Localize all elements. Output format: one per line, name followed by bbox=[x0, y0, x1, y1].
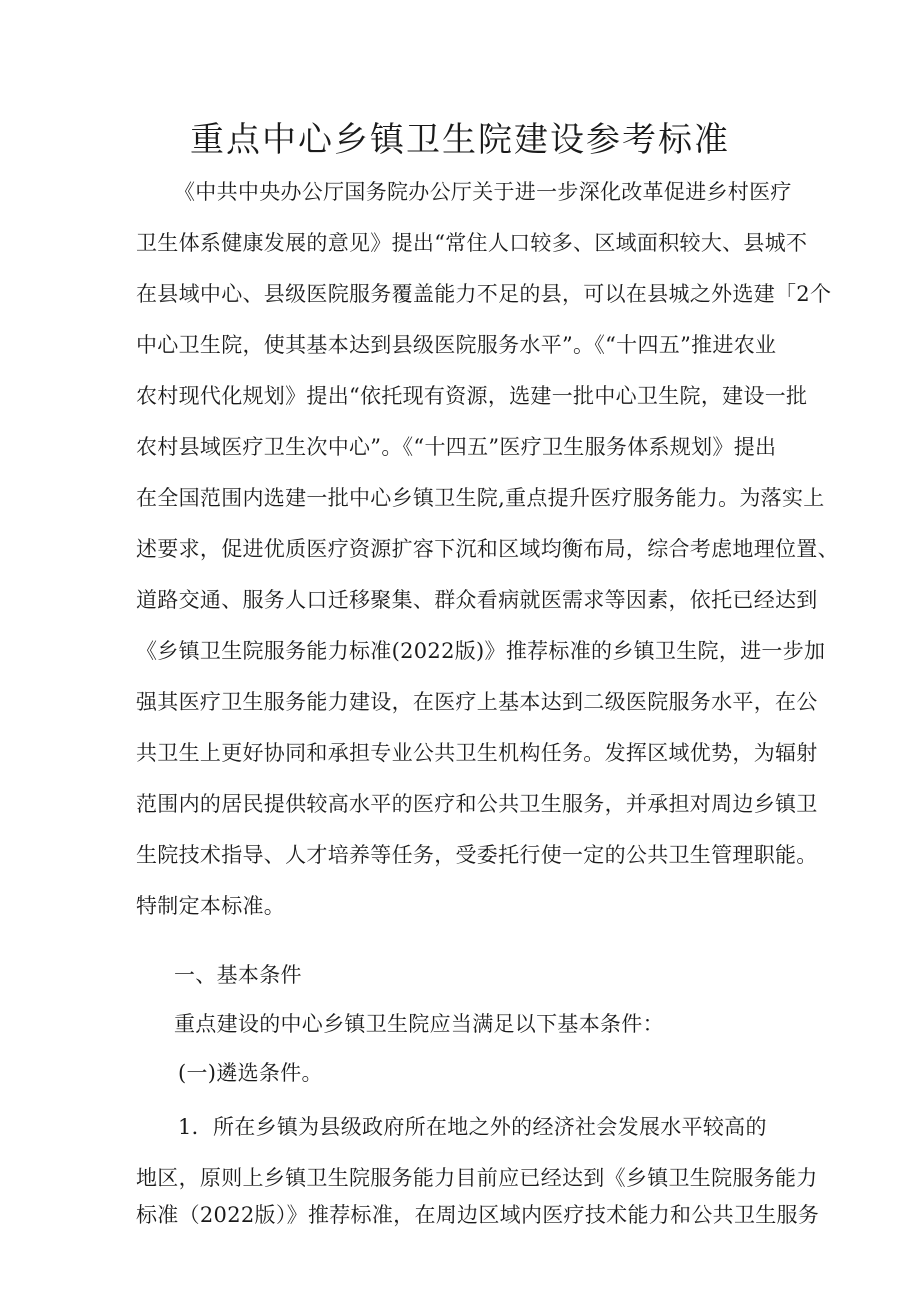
intro-line: 《乡镇卫生院服务能力标准(2022版)》推荐标准的乡镇卫生院，进一步加 bbox=[136, 639, 826, 663]
intro-line: 卫生体系健康发展的意见》提出“常住人口较多、区域面积较大、县城不 bbox=[136, 231, 808, 255]
intro-line: 道路交通、服务人口迁移聚集、群众看病就医需求等因素，依托已经达到 bbox=[136, 588, 818, 612]
subsection-heading: (一)遴选条件。 bbox=[178, 1061, 323, 1085]
intro-line: 在全国范围内选建一批中心乡镇卫生院,重点提升医疗服务能力。为落实上 bbox=[136, 486, 825, 510]
intro-line: 述要求，促进优质医疗资源扩容下沉和区域均衡布局，综合考虑地理位置、 bbox=[136, 537, 839, 561]
document-title: 重点中心乡镇卫生院建设参考标准 bbox=[190, 120, 730, 160]
intro-line: 《中共中央办公厅国务院办公厅关于进一步深化改革促进乡村医疗 bbox=[174, 180, 792, 204]
intro-line: 农村现代化规划》提出“依托现有资源，选建一批中心卫生院，建设一批 bbox=[136, 384, 808, 408]
intro-line: 在县域中心、县级医院服务覆盖能力不足的县，可以在县城之外选建「2个 bbox=[136, 282, 832, 306]
intro-line: 强其医疗卫生服务能力建设，在医疗上基本达到二级医院服务水平，在公 bbox=[136, 690, 818, 714]
section-intro: 重点建设的中心乡镇卫生院应当满足以下基本条件： bbox=[174, 1012, 664, 1036]
intro-line: 生院技术指导、人才培养等任务，受委托行使一定的公共卫生管理职能。 bbox=[136, 843, 818, 867]
section-heading: 一、基本条件 bbox=[174, 963, 302, 987]
intro-line: 中心卫生院，使其基本达到县级医院服务水平”。《“十四五”推进农业 bbox=[136, 333, 777, 357]
item-line: 标准（2022版）》推荐标准，在周边区域内医疗技术能力和公共卫生服务 bbox=[136, 1203, 820, 1227]
intro-line: 共卫生上更好协同和承担专业公共卫生机构任务。发挥区域优势，为辐射 bbox=[136, 741, 818, 765]
item-line: 地区，原则上乡镇卫生院服务能力目前应已经达到《乡镇卫生院服务能力 bbox=[136, 1166, 818, 1190]
item-line: 1．所在乡镇为县级政府所在地之外的经济社会发展水平较高的 bbox=[178, 1115, 767, 1139]
intro-line: 农村县域医疗卫生次中心”。《“十四五”医疗卫生服务体系规划》提出 bbox=[136, 435, 777, 459]
intro-line: 特制定本标准。 bbox=[136, 894, 286, 918]
intro-line: 范围内的居民提供较高水平的医疗和公共卫生服务，并承担对周边乡镇卫 bbox=[136, 792, 818, 816]
